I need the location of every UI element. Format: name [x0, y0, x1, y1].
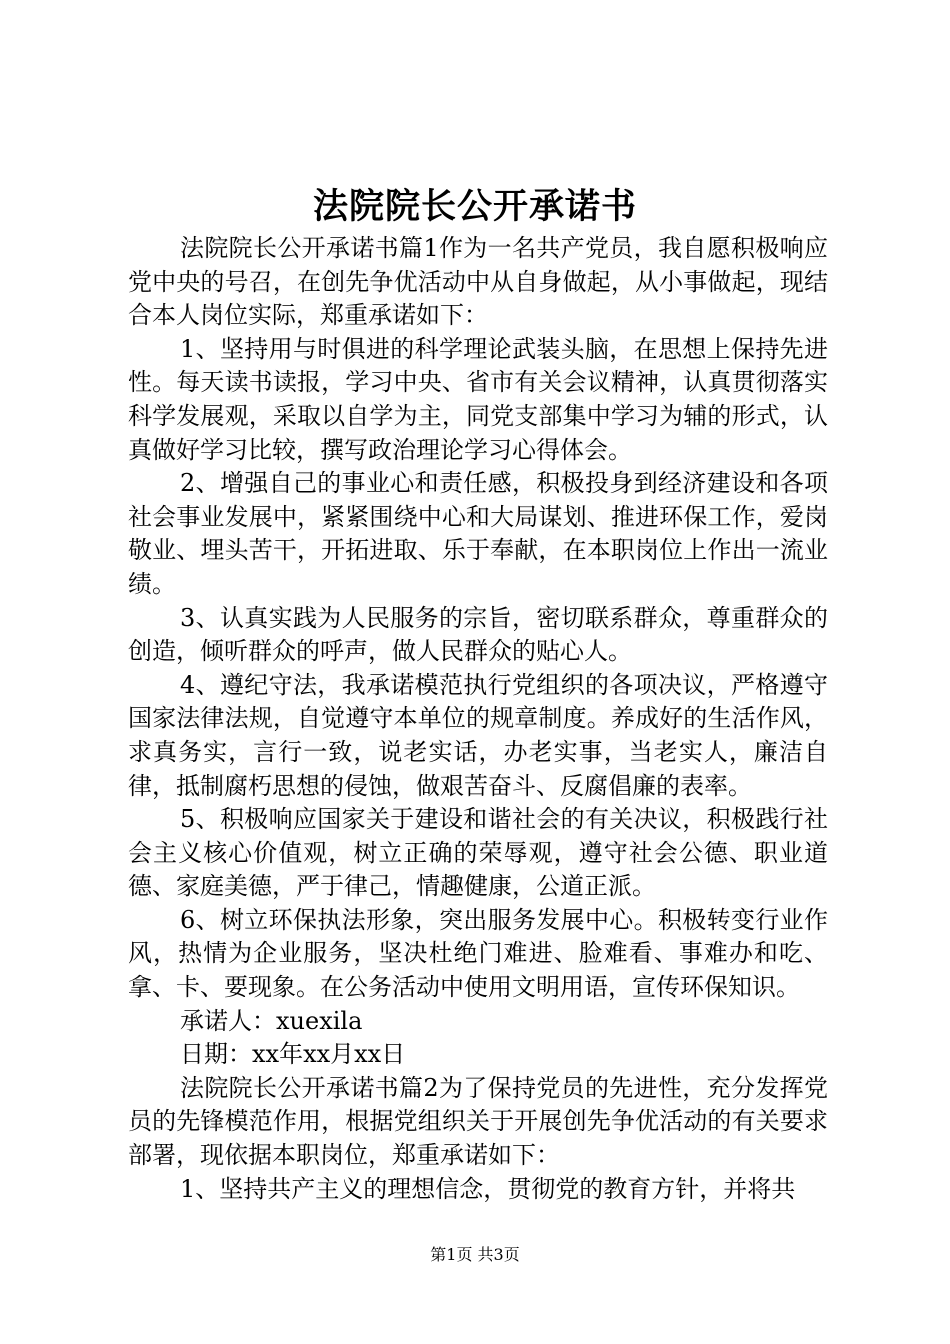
- paragraph-intro-2: 法院院长公开承诺书篇2为了保持党员的先进性，充分发挥党员的先锋模范作用，根据党组织关于开展创先争优活动的有关要求部署，现依据本职岗位，郑重承诺如下：: [128, 1073, 828, 1170]
- document-body: [128, 232, 828, 1206]
- page-footer: 第1页 共3页: [430, 1245, 520, 1264]
- paragraph-item-2-1: 1、坚持共产主义的理想信念，贯彻党的教育方针，并将共: [180, 1174, 796, 1203]
- paragraph-item-4: 4、遵纪守法，我承诺模范执行党组织的各项决议，严格遵守国家法律法规，自觉遵守本单位的规章制度。养成好的生活作风，求真务实，言行一致，说老实话，办老实事，当老实人，廉洁自律，抵制腐朽思想的侵蚀，做艰苦奋斗、反腐倡廉的表率。: [128, 670, 828, 800]
- document-title: 法院院长公开承诺书: [312, 186, 637, 227]
- paragraph-item-1: 1、坚持用与时俱进的科学理论武装头脑，在思想上保持先进性。每天读书读报，学习中央、省市有关会议精神，认真贯彻落实科学发展观，采取以自学为主，同党支部集中学习为辅的形式，认真做好学习比较，撰写政治理论学习心得体会。: [128, 334, 828, 464]
- paragraph-item-6: 6、树立环保执法形象，突出服务发展中心。积极转变行业作风，热情为企业服务，坚决杜绝门难进、脸难看、事难办和吃、拿、卡、要现象。在公务活动中使用文明用语，宣传环保知识。: [128, 905, 828, 1002]
- date-line: 日期：xx年xx月xx日: [180, 1040, 406, 1069]
- paragraph-item-5: 5、积极响应国家关于建设和谐社会的有关决议，积极践行社会主义核心价值观，树立正确的荣辱观，遵守社会公德、职业道德、家庭美德，严于律己，情趣健康，公道正派。: [128, 805, 828, 901]
- paragraph-item-3: 3、认真实践为人民服务的宗旨，密切联系群众，尊重群众的创造，倾听群众的呼声，做人民群众的贴心人。: [128, 603, 828, 666]
- paragraph-intro-1: 法院院长公开承诺书篇1作为一名共产党员，我自愿积极响应党中央的号召，在创先争优活动中从自身做起，从小事做起，现结合本人岗位实际，郑重承诺如下：: [128, 234, 828, 330]
- signatory-line: 承诺人：xuexila: [180, 1006, 363, 1035]
- paragraph-item-2: 2、增强自己的事业心和责任感，积极投身到经济建设和各项社会事业发展中，紧紧围绕中心和大局谋划、推进环保工作，爱岗敬业、埋头苦干，开拓进取、乐于奉献，在本职岗位上作出一流业绩。: [128, 469, 828, 598]
